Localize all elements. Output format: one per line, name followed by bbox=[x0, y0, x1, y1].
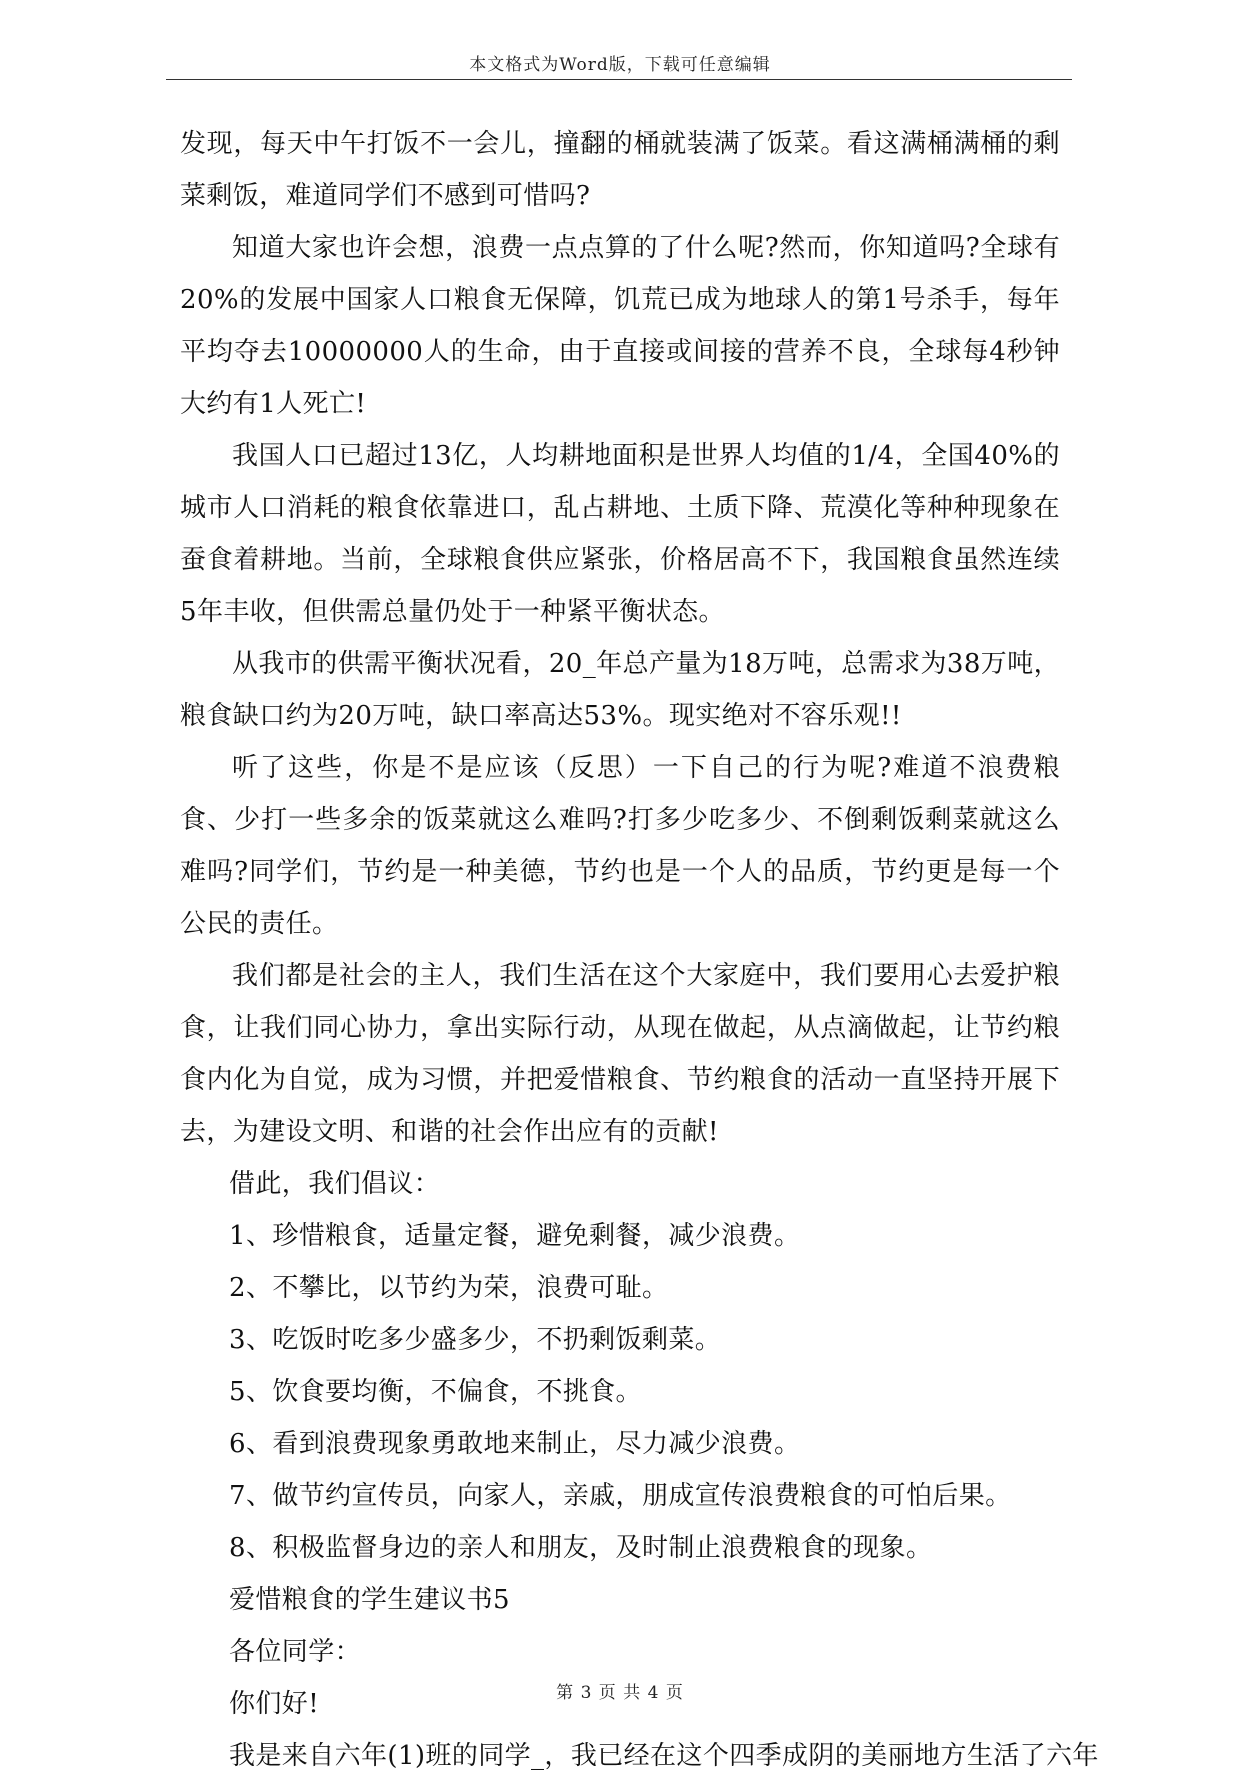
proposal-item: 7、做节约宣传员，向家人，亲戚，朋成宣传浪费粮食的可怕后果。 bbox=[229, 1481, 1012, 1511]
proposal-item: 3、吃饭时吃多少盛多少，不扔剩饭剩菜。 bbox=[229, 1325, 722, 1355]
paragraph: 我是来自六年(1)班的同学_，我已经在这个四季成阴的美丽地方生活了六年 bbox=[229, 1741, 1099, 1771]
section-title: 爱惜粮食的学生建议书5 bbox=[229, 1585, 510, 1615]
paragraph: 我们都是社会的主人，我们生活在这个大家庭中，我们要用心去爱护粮食，让我们同心协力，拿出实际行动，从现在做起，从点滴做起，让节约粮食内化为自觉，成为习惯，并把爱惜粮食、节约粮食的活动一直坚持开展下去，为建设文明、和谐的社会作出应有的贡献! bbox=[180, 961, 1060, 1147]
proposal-item: 8、积极监督身边的亲人和朋友，及时制止浪费粮食的现象。 bbox=[229, 1533, 933, 1563]
proposal-item: 1、珍惜粮食，适量定餐，避免剩餐，减少浪费。 bbox=[229, 1221, 801, 1251]
proposal-item: 2、不攀比，以节约为荣，浪费可耻。 bbox=[229, 1273, 669, 1303]
paragraph: 听了这些，你是不是应该（反思）一下自己的行为呢?难道不浪费粮食、少打一些多余的饭菜就这么难吗?打多少吃多少、不倒剩饭剩菜就这么难吗?同学们，节约是一种美德，节约也是一个人的品质，节约更是每一个公民的责任。 bbox=[180, 753, 1060, 939]
proposal-intro: 借此，我们倡议： bbox=[229, 1169, 441, 1199]
page-header: 本文格式为Word版，下载可任意编辑 bbox=[469, 55, 771, 75]
document-body bbox=[180, 118, 1099, 1782]
paragraph: 我国人口已超过13亿，人均耕地面积是世界人均值的1/4，全国40%的城市人口消耗的粮食依靠进口，乱占耕地、土质下降、荒漠化等种种现象在蚕食着耕地。当前，全球粮食供应紧张，价格居高不下，我国粮食虽然连续5年丰收，但供需总量仍处于一种紧平衡状态。 bbox=[180, 441, 1060, 627]
paragraph: 知道大家也许会想，浪费一点点算的了什么呢?然而，你知道吗?全球有20%的发展中国家人口粮食无保障，饥荒已成为地球人的第1号杀手，每年平均夺去10000000人的生命，由于直接或间接的营养不良，全球每4秒钟大约有1人死亡! bbox=[180, 233, 1060, 419]
greeting: 你们好! bbox=[229, 1689, 320, 1719]
proposal-item: 6、看到浪费现象勇敢地来制止，尽力减少浪费。 bbox=[229, 1429, 801, 1459]
page-footer: 第 3 页 共 4 页 bbox=[556, 1683, 684, 1703]
proposal-item: 5、饮食要均衡，不偏食，不挑食。 bbox=[229, 1377, 642, 1407]
paragraph: 发现，每天中午打饭不一会儿，撞翻的桶就装满了饭菜。看这满桶满桶的剩菜剩饭，难道同学们不感到可惜吗? bbox=[180, 129, 1060, 211]
paragraph: 从我市的供需平衡状况看，20_年总产量为18万吨，总需求为38万吨，粮食缺口约为20万吨，缺口率高达53%。现实绝对不容乐观!! bbox=[180, 649, 1060, 731]
header-divider bbox=[166, 79, 1072, 80]
salutation: 各位同学： bbox=[229, 1637, 362, 1667]
